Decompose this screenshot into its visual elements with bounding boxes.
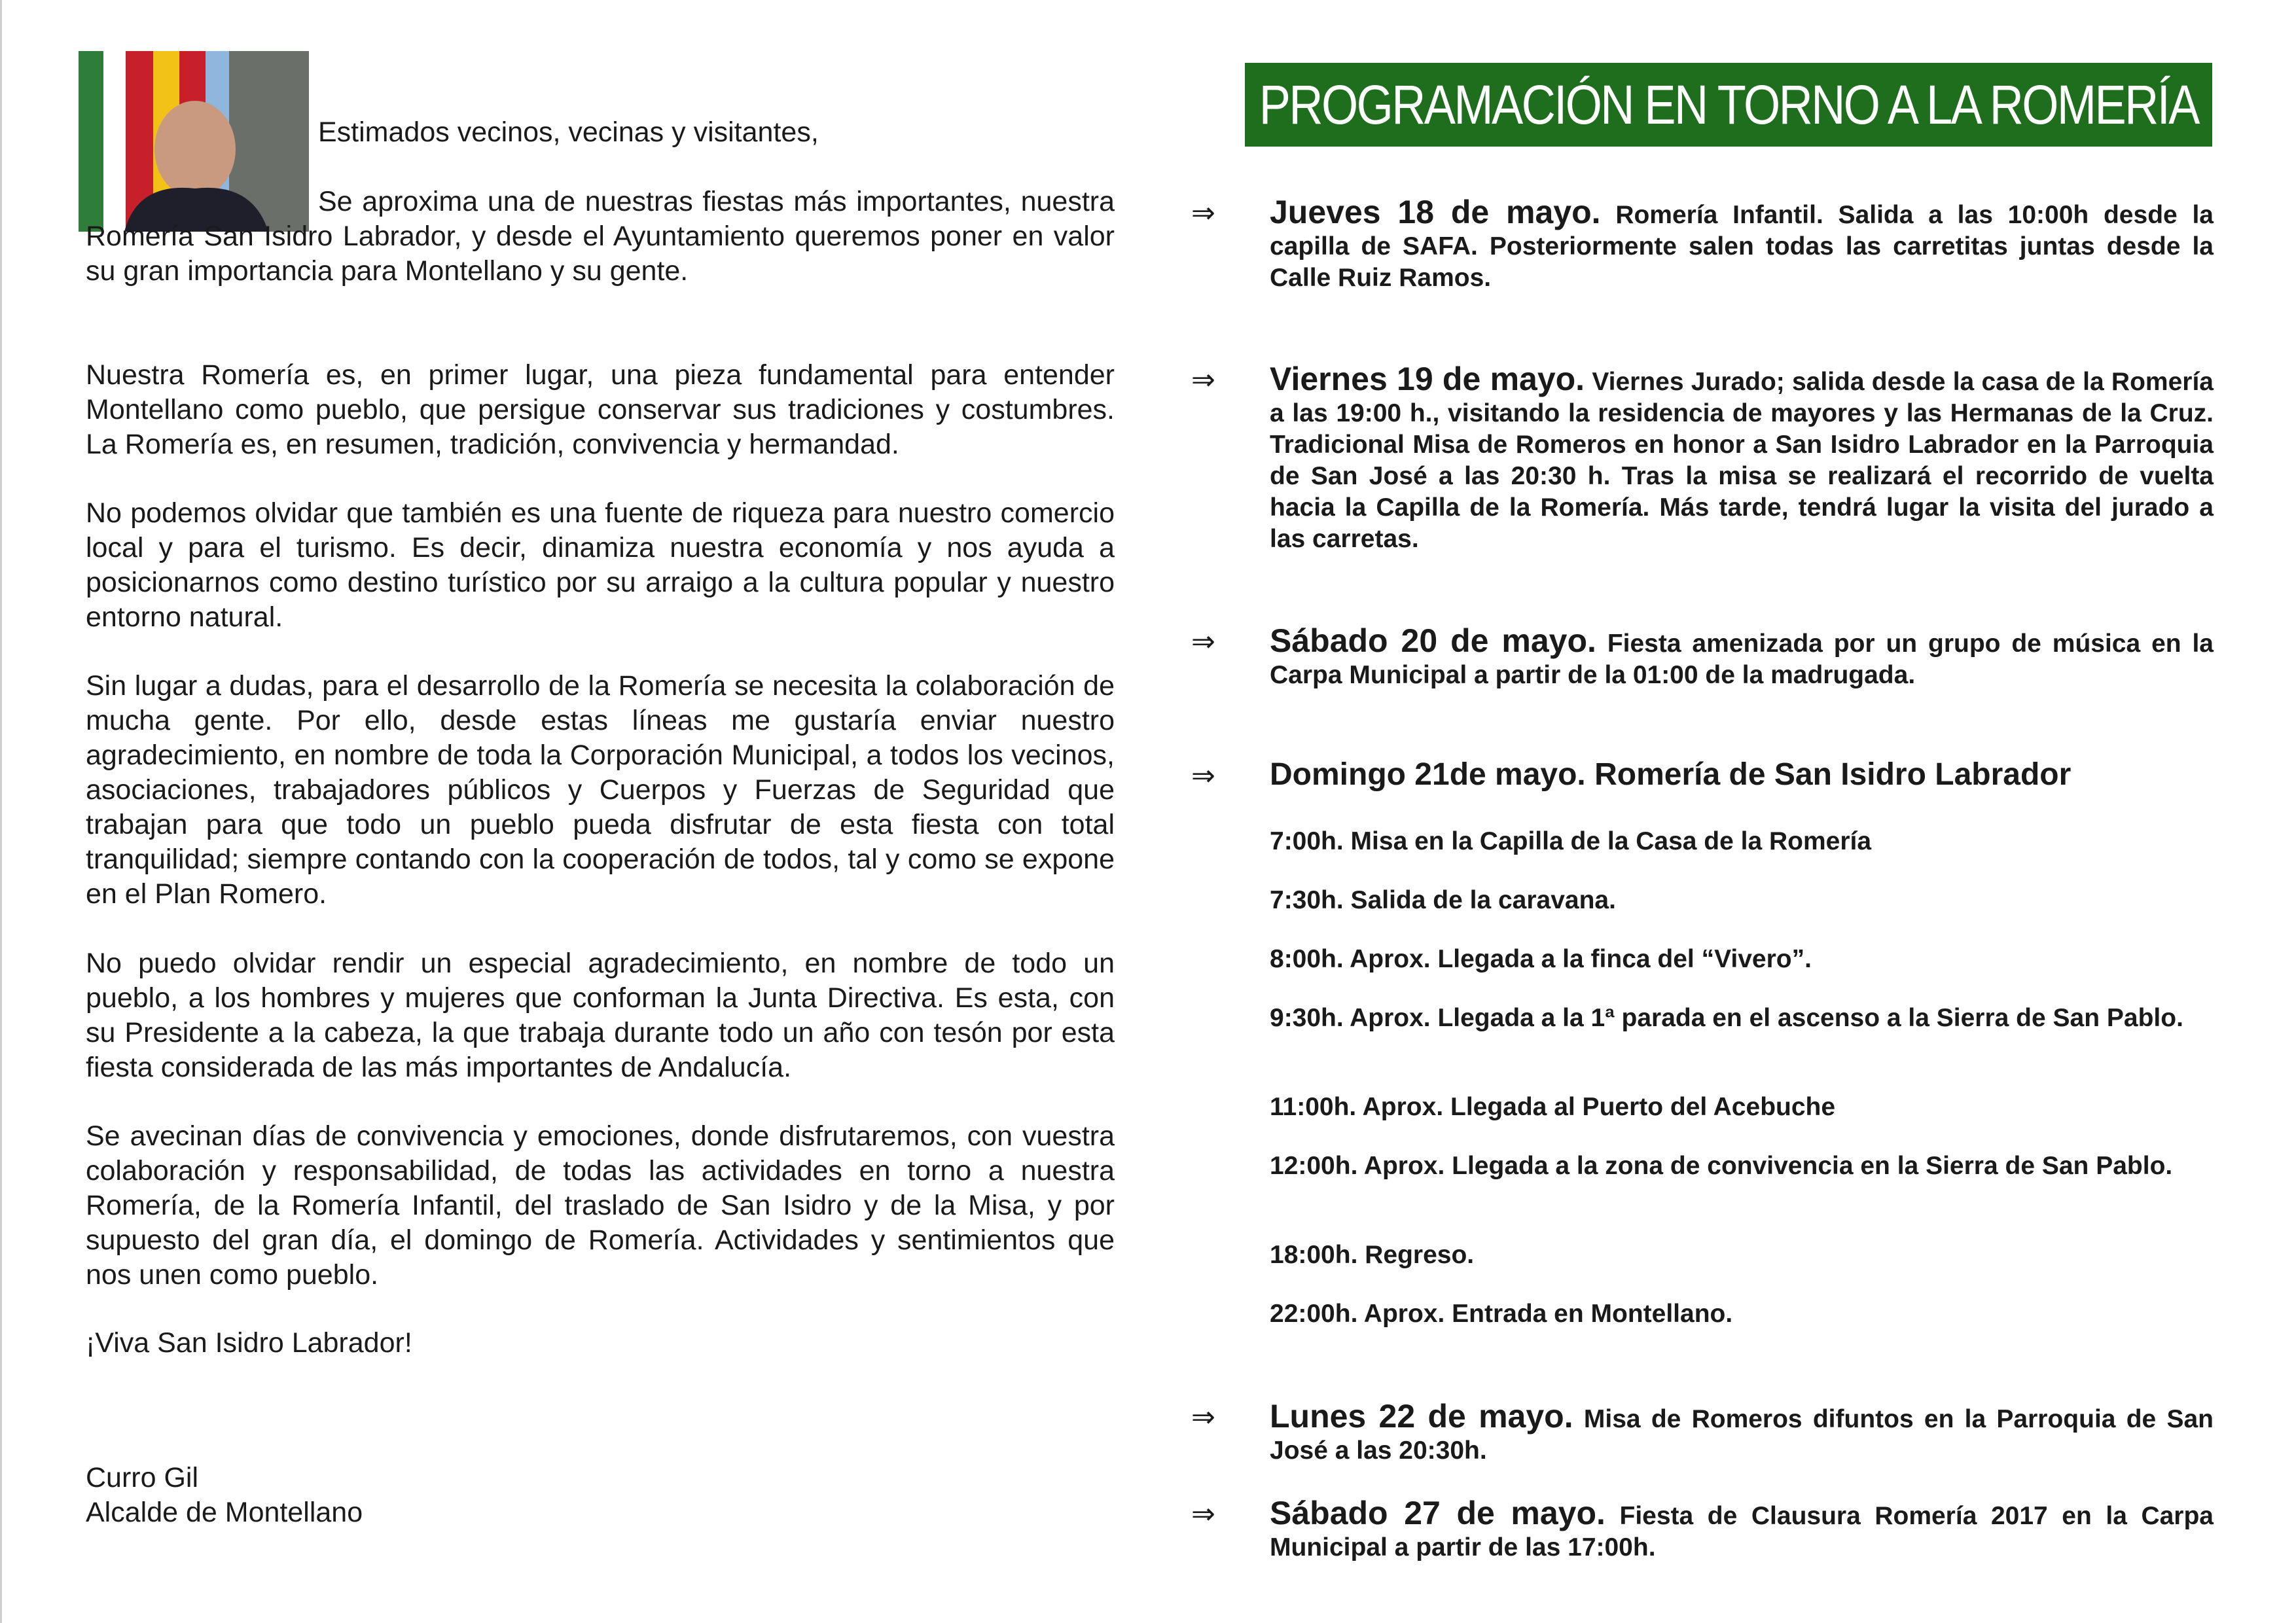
program-title: PROGRAMACIÓN EN TORNO A LA ROMERÍA [1259,73,2198,135]
letter-paragraph-3: No podemos olvidar que también es una fuente de riqueza para nuestro comercio local y para el turismo. Es decir, dinamiza nuestra economía y nos ayuda a posicionarnos como destino turístico por su arraigo a la cultura popular y nuestro entorno natural. [86,497,1115,633]
event-description: Misa de Romeros difuntos en la Parroquia de San José a las 20:30h. [1270,1405,2214,1465]
schedule-item: 7:00h. Misa en la Capilla de la Casa de la Romería [1270,827,1872,855]
letter-paragraph-6: Se avecinan días de convivencia y emociones, donde disfrutaremos, con vuestra colaboración y responsabilidad, de todas las actividades en torno a nuestra Romería, de la Romería Infantil, del traslado de San Isidro y de la Misa, y por supuesto del gran día, el domingo de Romería. Actividades y sentimientos que nos unen como pueblo. [86,1120,1115,1291]
page-edge [0,0,2,1623]
letter-paragraph-2: Nuestra Romería es, en primer lugar, una pieza fundamental para entender Montellano como pueblo, que persigue conservar sus tradiciones y costumbres. La Romería es, en resumen, tradición, convivencia y hermandad. [86,359,1115,460]
event-day: Sábado 27 de mayo. [1270,1495,1605,1531]
arrow-icon: ⇒ [1191,1400,1215,1434]
event-description: Viernes Jurado; salida desde la casa de la Romería a las 19:00 h., visitando la residencia de mayores y las Hermanas de la Cruz. Tradicional Misa de Romeros en honor a San Isidro Labrador en la Parroquia de San José a las 20:30 h. Tras la misa se realizará el recorrido de vuelta hacia la Capilla de la Romería. Más tarde, tendrá lugar la visita del jurado a las carretas. [1270,368,2214,553]
arrow-icon: ⇒ [1191,625,1215,658]
event-text [1270,759,2214,793]
letter-paragraph-4: Sin lugar a dudas, para el desarrollo de la Romería se necesita la colaboración de mucha gente. Por ello, desde estas líneas me gustaría enviar nuestro agradecimiento, en nombre de toda la Corporación Municipal, a todos los vecinos, asociaciones, trabajadores públicos y Cuerpos y Fuerzas de Seguridad que trabajan para que todo un pueblo pueda disfrutar de esta fiesta con total tranquilidad; siempre contando con la cooperación de todos, tal y como se expone en el Plan Romero. [86,670,1115,910]
event-day: Lunes 22 de mayo. [1270,1398,1573,1435]
event-text [1270,196,2214,294]
schedule-item: 7:30h. Salida de la caravana. [1270,886,1616,914]
letter-closing: ¡Viva San Isidro Labrador! [86,1327,412,1359]
arrow-icon: ⇒ [1191,196,1215,230]
event-day: Domingo 21de mayo. Romería de San Isidro Labrador [1270,757,2072,792]
schedule-item: 22:00h. Aprox. Entrada en Montellano. [1270,1300,1733,1328]
event-text [1270,363,2214,555]
signature-name: Curro Gil [86,1462,199,1493]
signature-role: Alcalde de Montellano [86,1497,363,1528]
event-text [1270,1400,2214,1467]
program-title-banner [1245,63,2212,147]
event-text [1270,1497,2214,1563]
event-description: Fiesta amenizada por un grupo de música en la Carpa Municipal a partir de la 01:00 de la madrugada. [1270,630,2214,689]
event-day: Sábado 20 de mayo. [1270,622,1596,659]
arrow-icon: ⇒ [1191,363,1215,397]
letter-paragraph-5: No puedo olvidar rendir un especial agradecimiento, en nombre de todo un pueblo, a los hombres y mujeres que conforman la Junta Directiva. Es esta, con su Presidente a la cabeza, la que trabaja durante todo un año con tesón por esta fiesta considerada de las más importantes de Andalucía. [86,948,1115,1083]
schedule-item: 9:30h. Aprox. Llegada a la 1ª parada en el ascenso a la Sierra de San Pablo. [1270,1004,2183,1032]
event-text [1270,622,2214,691]
arrow-icon: ⇒ [1191,759,1215,793]
schedule-item: 12:00h. Aprox. Llegada a la zona de convivencia en la Sierra de San Pablo. [1270,1152,2173,1180]
letter-greeting: Estimados vecinos, vecinas y visitantes, [318,116,819,148]
schedule-item: 11:00h. Aprox. Llegada al Puerto del Acebuche [1270,1093,1836,1121]
schedule-item: 8:00h. Aprox. Llegada a la finca del “Vivero”. [1270,945,1812,973]
event-day: Jueves 18 de mayo. [1270,194,1601,230]
letter-paragraph-1: Se aproxima una de nuestras fiestas más importantes, nuestra Romería San Isidro Labrador, y desde el Ayuntamiento queremos poner en valor su gran importancia para Montellano y su gente. [86,186,1115,287]
event-description: Romería Infantil. Salida a las 10:00h desde la capilla de SAFA. Posteriormente salen todas las carretitas juntas desde la Calle Ruiz Ramos. [1270,201,2214,292]
schedule-item: 18:00h. Regreso. [1270,1241,1475,1269]
event-day: Viernes 19 de mayo. [1270,361,1585,397]
arrow-icon: ⇒ [1191,1497,1215,1531]
event-description: Fiesta de Clausura Romería 2017 en la Carpa Municipal a partir de las 17:00h. [1270,1502,2214,1561]
signature-block [86,1461,363,1530]
